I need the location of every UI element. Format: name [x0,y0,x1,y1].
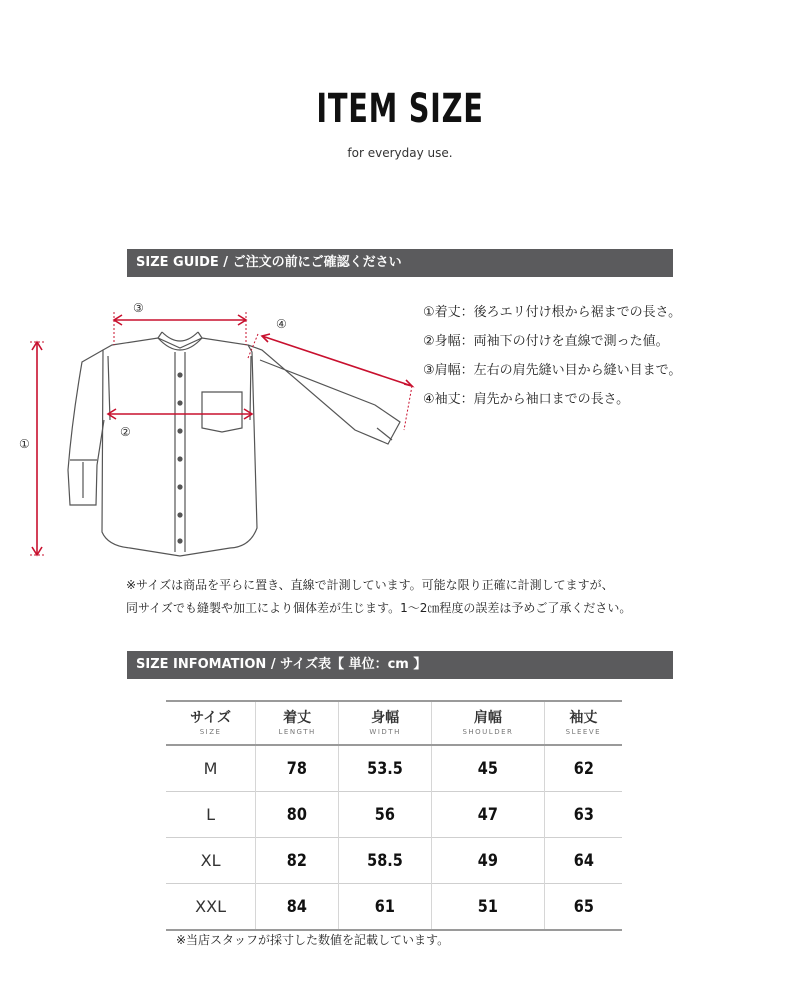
shoulder-marker: ③ [133,301,144,315]
shirt-side-seam [108,356,251,420]
shirt-pocket [202,392,242,432]
size-cell: M [166,745,256,792]
measurement-note-line2: 同サイズでも縫製や加工により個体差が生じます。1〜2㎝程度の誤差は予めご了承ください。 [126,601,632,615]
sleeve-cell: 65 [573,896,594,917]
shirt-placket [175,352,185,552]
measurement-lines [30,312,412,555]
legend-shoulder: ③肩幅：左右の肩先縫い目から縫い目まで。 [423,363,682,378]
size-cell: XL [166,838,256,884]
staff-measure-note: ※当店スタッフが採寸した数値を記載しています。 [176,933,450,947]
measurement-legend [423,303,681,419]
size-table [166,700,622,931]
shirt-right-sleeve [248,345,400,444]
shoulder-cell: 51 [432,884,545,931]
shirt-left-sleeve [68,350,104,505]
legend-sleeve: ④袖丈：肩先から袖口までの長さ。 [423,392,630,407]
table-row [166,838,622,884]
sleeve-marker: ④ [276,317,287,331]
legend-length: ①着丈：後ろエリ付け根から裾までの長さ。 [423,305,682,320]
legend-width: ②身幅：両袖下の付けを直線で測った値。 [423,334,669,349]
size-info-header: SIZE INFOMATION / サイズ表【 単位：cm 】 [127,651,673,679]
sleeve-cell: 62 [573,758,594,779]
page-subtitle: for everyday use. [347,146,453,160]
width-cell: 53.5 [339,745,432,792]
size-cell: XXL [166,884,256,931]
table-row [166,745,622,792]
sleeve-measure-line [262,336,412,386]
size-cell: L [166,792,256,838]
col-header-width: 身幅 WIDTH [339,701,432,745]
shoulder-cell: 45 [432,745,545,792]
size-table-header-row [166,701,622,745]
length-cell: 82 [256,838,339,884]
width-cell: 61 [339,884,432,931]
sleeve-cell: 64 [573,850,594,871]
length-cell: 80 [256,792,339,838]
shirt-buttons [177,372,182,543]
sleeve-cell: 63 [573,804,594,825]
width-cell: 58.5 [339,838,432,884]
table-row [166,792,622,838]
shirt-body-outline [102,338,257,556]
length-cell: 84 [256,884,339,931]
col-header-sleeve: 袖丈 SLEEVE [565,710,602,736]
shirt-measurement-diagram [0,295,440,575]
shoulder-cell: 47 [432,792,545,838]
col-header-size: サイズ SIZE [166,701,256,745]
size-guide-header: SIZE GUIDE / ご注文の前にご確認ください [127,249,673,277]
measurement-note-line1: ※サイズは商品を平らに置き、直線で計測しています。可能な限り正確に計測してますが、 [126,578,614,592]
length-marker: ① [19,437,30,451]
col-header-length: 着丈 LENGTH [256,701,339,745]
col-header-shoulder: 肩幅 SHOULDER [432,701,545,745]
page-title: ITEM SIZE [316,86,484,132]
shoulder-cell: 49 [432,838,545,884]
length-cell: 78 [256,745,339,792]
shirt-right-cuff [377,428,392,440]
width-marker: ② [120,425,131,439]
width-cell: 56 [339,792,432,838]
table-row [166,884,622,931]
shirt-left-cuff [70,460,97,498]
